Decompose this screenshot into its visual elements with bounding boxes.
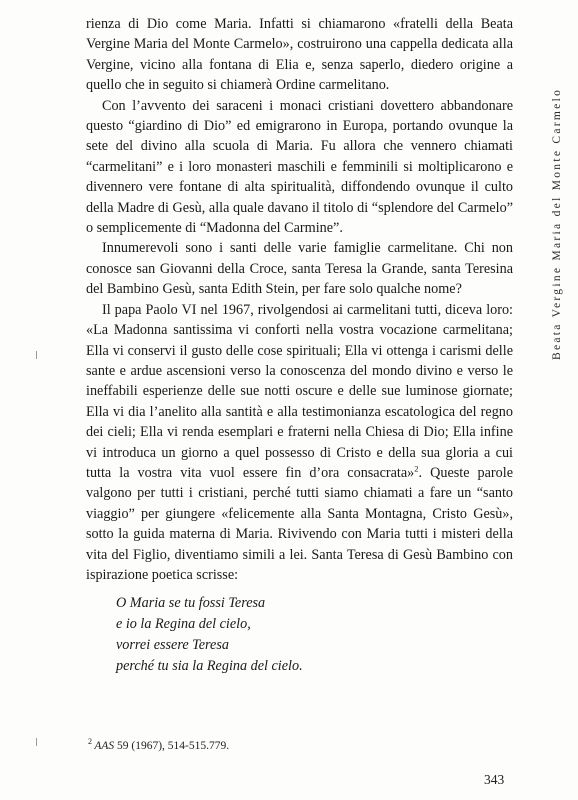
footnote-mark: 2: [88, 737, 92, 747]
paragraph-3: Innumerevoli sono i santi delle varie famiglie carmelitane. Chi non conosce san Giovanni della Croce, santa Teresa la Grande, santa Teresina del Bambino Gesù, santa Edith Stein, per fare solo qualche nome?: [86, 240, 513, 298]
margin-tick: [36, 351, 37, 359]
running-title: Beata Vergine Maria del Monte Carmelo: [551, 87, 563, 360]
paul-vi-quote: Il papa Paolo VI nel 1967, rivolgendosi ai carmelitani tutti, diceva loro: «La Madonna santissima vi conforti nella vostra vocazione carmelitana; Ella vi conservi il gusto delle cose spirituali; Ella vi ottenga i carismi delle sante e ardue ascensioni verso la conoscenza del mondo divino e verso le ineffabili esperienze delle sue notti oscure e delle sue luminose giornate; Ella vi dia l’anelito alla santità e alla testimonianza escatologica del regno dei cieli; Ella vi renda esemplari e fraterni nella Chiesa di Dio; Ella infine vi introduca un giorno a quel possesso di Cristo e della sua gloria a cui tutta la vostra vita vuol essere fin d’ora consacrata»: [86, 301, 513, 481]
footnote-reference: 59 (1967), 514-515.779.: [114, 740, 230, 752]
margin-tick: [36, 738, 37, 746]
footnote-source: AAS: [94, 740, 115, 752]
paragraph-4-continuation: . Queste parole valgono per tutti i cristiani, perché tutti siamo chiamati a fare un “santo viaggio” per giungere «felicemente alla Santa Montagna, Cristo Gesù», sotto la guida materna di Maria. Rivivendo con Maria tutti i misteri della vita del Figlio, diventiamo simili a lei. Santa Teresa di Gesù Bambino con ispirazione poetica scrisse:: [86, 464, 513, 583]
paragraph-4: [86, 300, 513, 586]
footnote: [88, 737, 230, 752]
body-text: [86, 14, 513, 585]
paragraph-2: Con l’avvento dei saraceni i monaci cristiani dovettero abbandonare questo “giardino di Dio” ed emigrarono in Europa, portando ovunque la sete del divino alla scuola di Maria. Fu allora che vennero chiamati “carmelitani” e i loro monasteri maschili e femminili si moltiplicarono e divennero vere fontane di alta spiritualità, diffondendo ovunque il culto della Madre di Gesù, alla quale davano il titolo di “splendore del Carmelo” o semplicemente di “Madonna del Carmine”.: [86, 97, 513, 237]
page-number: 343: [484, 772, 505, 787]
poem: [116, 593, 303, 677]
footnote-reference-mark: 2: [414, 463, 419, 474]
poem-line: e io la Regina del cielo,: [116, 616, 251, 632]
poem-line: vorrei essere Teresa: [116, 637, 229, 653]
poem-line: O Maria se tu fossi Teresa: [116, 595, 266, 611]
paragraph-1: rienza di Dio come Maria. Infatti si chiamarono «fratelli della Beata Vergine Maria del Monte Carmelo», costruirono una cappella dedicata alla Vergine, vicino alla fontana di Elia e, senza saperlo, diedero origine a quello che in seguito si chiamerà Ordine carmelitano.: [86, 16, 513, 94]
poem-line: perché tu sia la Regina del cielo.: [116, 658, 303, 674]
